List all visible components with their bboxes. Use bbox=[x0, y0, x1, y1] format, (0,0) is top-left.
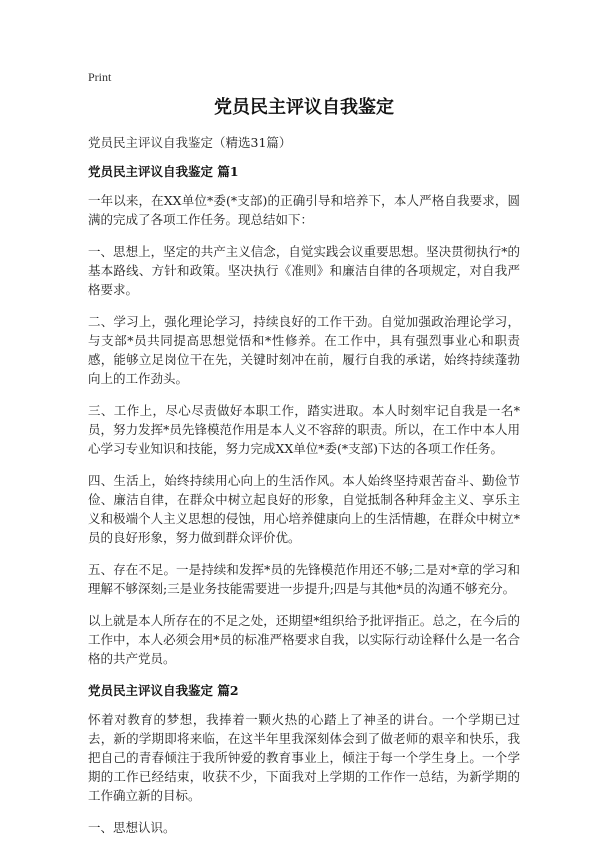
print-link[interactable]: Print bbox=[88, 70, 112, 84]
section-1 bbox=[88, 162, 520, 668]
paragraph: 一、思想上，坚定的共产主义信念，自觉实践会议重要思想。坚决贯彻执行*的基本路线、方针和政策。坚决执行《准则》和廉洁自律的各项规定，对自我严格要求。 bbox=[88, 244, 520, 297]
section-2 bbox=[88, 681, 520, 837]
section-heading: 党员民主评议自我鉴定 篇2 bbox=[88, 683, 239, 698]
paragraph: 一、思想认识。 bbox=[88, 820, 176, 835]
document-title: 党员民主评议自我鉴定 bbox=[214, 97, 394, 118]
paragraph: 以上就是本人所存在的不足之处，还期望*组织给予批评指正。总之，在今后的工作中，本人必须会用*员的标准严格要求自我，以实际行动诠释什么是一名合格的共产党员。 bbox=[88, 613, 520, 666]
paragraph: 三、工作上，尽心尽责做好本职工作，踏实进取。本人时刻牢记自我是一名*员，努力发挥*员先锋模范作用是本人义不容辞的职责。所以，在工作中本人用心学习专业知识和技能，努力完成XX单位*委(*支部)下达的各项工作任务。 bbox=[88, 403, 520, 456]
paragraph: 二、学习上，强化理论学习，持续良好的工作干劲。自觉加强政治理论学习，与支部*员共同提高思想觉悟和*性修养。在工作中，具有强烈事业心和职责感，能够立足岗位干在先，关键时刻冲在前，履行自我的承诺，始终持续蓬勃向上的工作劲头。 bbox=[88, 314, 520, 386]
document-subtitle: 党员民主评议自我鉴定（精选31篇） bbox=[88, 135, 292, 150]
document-body bbox=[88, 96, 520, 850]
paragraph: 怀着对教育的梦想，我捧着一颗火热的心踏上了神圣的讲台。一个学期已过去，新的学期即将来临，在这半年里我深刻体会到了做老师的艰辛和快乐，我把自己的青春倾注于我所钟爱的教育事业上，倾注于每一个学生身上。一个学期的工作已经结束，收获不少，下面我对上学期的工作作一总结，为新学期的工作确立新的目标。 bbox=[88, 712, 520, 803]
paragraph: 四、生活上，始终持续用心向上的生活作风。本人始终坚持艰苦奋斗、勤俭节俭、廉洁自律，在群众中树立起良好的形象，自觉抵制各种拜金主义、享乐主义和极端个人主义思想的侵蚀，用心培养健康向上的生活情趣，在群众中树立*员的良好形象，努力做到群众评价优。 bbox=[88, 473, 520, 545]
paragraph: 五、存在不足。一是持续和发挥*员的先锋模范作用还不够;二是对*章的学习和理解不够深刻;三是业务技能需要进一步提升;四是与其他*员的沟通不够充分。 bbox=[88, 562, 520, 596]
paragraph: 一年以来，在XX单位*委(*支部)的正确引导和培养下，本人严格自我要求，圆满的完成了各项工作任务。现总结如下： bbox=[88, 193, 520, 227]
section-heading: 党员民主评议自我鉴定 篇1 bbox=[88, 164, 239, 179]
